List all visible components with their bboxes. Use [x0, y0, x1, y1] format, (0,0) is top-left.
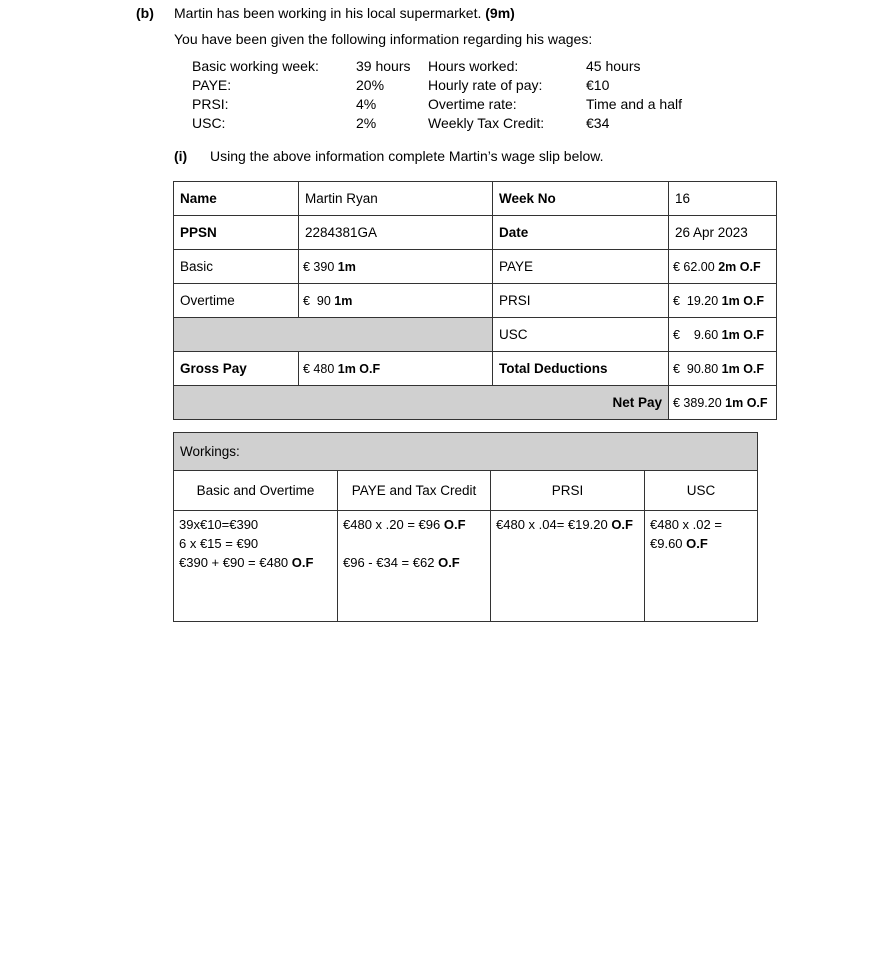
info-hourly-rate-label: Hourly rate of pay:: [428, 77, 543, 93]
net-cell[interactable]: [669, 386, 777, 420]
workings-col-paye: PAYE and Tax Credit: [338, 471, 491, 511]
workings-usc-line1: €480 x .02 =: [650, 517, 722, 532]
workings-basic-cell[interactable]: [174, 511, 338, 622]
workings-basic-line3: [179, 553, 334, 572]
week-value[interactable]: 16: [669, 182, 777, 216]
workings-prsi-line1: [496, 515, 641, 534]
workings-col-usc: USC: [645, 471, 758, 511]
ppsn-value[interactable]: 2284381GA: [299, 216, 493, 250]
date-value[interactable]: 26 Apr 2023: [669, 216, 777, 250]
gross-label: Gross Pay: [174, 352, 299, 386]
date-label: Date: [493, 216, 669, 250]
usc-mark: 1m O.F: [721, 327, 765, 342]
workings-paye-spacer: [343, 534, 487, 553]
workings-paye-cell[interactable]: [338, 511, 491, 622]
deductions-cell[interactable]: [669, 352, 777, 386]
prsi-cell[interactable]: [669, 284, 777, 318]
slip-row-basic: [174, 250, 777, 284]
overtime-label: Overtime: [174, 284, 299, 318]
workings-prsi-line1-mark: O.F: [611, 517, 633, 532]
workings-usc-cell[interactable]: [645, 511, 758, 622]
paye-value: € 62.00: [673, 259, 715, 274]
basic-cell[interactable]: [299, 250, 493, 284]
prsi-mark: 1m O.F: [721, 293, 765, 308]
prsi-label: PRSI: [493, 284, 669, 318]
question-marks: (9m): [485, 5, 515, 21]
workings-prsi-cell[interactable]: [491, 511, 645, 622]
workings-paye-line1-text: €480 x .20 = €96: [343, 517, 441, 532]
workings-paye-line3: [343, 553, 487, 572]
slip-row-totals: [174, 352, 777, 386]
workings-col-prsi: PRSI: [491, 471, 645, 511]
workings-usc-line2-text: €9.60: [650, 536, 683, 551]
workings-columns-row: [174, 471, 758, 511]
question-text: [174, 5, 515, 21]
workings-basic-line3-mark: O.F: [291, 555, 314, 570]
overtime-cell[interactable]: [299, 284, 493, 318]
deductions-mark: 1m O.F: [721, 361, 765, 376]
overtime-value: € 90: [303, 293, 331, 308]
info-tax-credit-value: €34: [586, 115, 610, 131]
slip-row-net: [174, 386, 777, 420]
workings-prsi-line1-text: €480 x .04= €19.20: [496, 517, 608, 532]
gross-value: € 480: [303, 361, 335, 376]
workings-basic-line2: 6 x €15 = €90: [179, 536, 259, 551]
info-usc-value: 2%: [356, 115, 377, 131]
paye-mark: 2m O.F: [718, 259, 761, 274]
usc-label: USC: [493, 318, 669, 352]
workings-body-row: [174, 511, 758, 622]
workings-paye-line1-mark: O.F: [443, 517, 466, 532]
gross-mark: 1m O.F: [337, 361, 381, 376]
wage-slip-table: [173, 181, 777, 420]
workings-paye-line1: [343, 515, 487, 534]
info-basic-week-label: Basic working week:: [192, 58, 319, 74]
workings-paye-line3-text: €96 - €34 = €62: [343, 555, 435, 570]
slip-row-overtime: [174, 284, 777, 318]
question-intro: You have been given the following information regarding his wages:: [174, 31, 593, 47]
workings-title: Workings:: [174, 433, 758, 471]
info-paye-value: 20%: [356, 77, 385, 93]
info-prsi-value: 4%: [356, 96, 377, 112]
basic-label: Basic: [174, 250, 299, 284]
sub-question-text: Using the above information complete Martin’s wage slip below.: [210, 148, 604, 164]
info-overtime-rate-label: Overtime rate:: [428, 96, 517, 112]
deductions-value: € 90.80: [673, 361, 719, 376]
info-tax-credit-label: Weekly Tax Credit:: [428, 115, 545, 131]
workings-paye-line3-mark: O.F: [438, 555, 460, 570]
paye-cell[interactable]: [669, 250, 777, 284]
workings-basic-line1: 39x€10=€390: [179, 517, 259, 532]
prsi-value: € 19.20: [673, 293, 719, 308]
info-hours-worked-value: 45 hours: [586, 58, 641, 74]
slip-row-name: [174, 182, 777, 216]
overtime-mark: 1m: [334, 293, 353, 308]
net-mark: 1m O.F: [725, 395, 768, 410]
slip-row-ppsn: [174, 216, 777, 250]
info-hours-worked-label: Hours worked:: [428, 58, 519, 74]
blank-grey-cell: [174, 318, 493, 352]
workings-col-basic: Basic and Overtime: [174, 471, 338, 511]
workings-usc-line2-mark: O.F: [686, 536, 708, 551]
basic-value: € 390: [303, 259, 335, 274]
gross-cell[interactable]: [299, 352, 493, 386]
info-usc-label: USC:: [192, 115, 226, 131]
question-label: (b): [136, 5, 154, 21]
info-paye-label: PAYE:: [192, 77, 232, 93]
workings-usc-line2: [650, 534, 754, 553]
name-label: Name: [174, 182, 299, 216]
usc-cell[interactable]: [669, 318, 777, 352]
info-hourly-rate-value: €10: [586, 77, 610, 93]
workings-basic-line3-text: €390 + €90 = €480: [179, 555, 289, 570]
basic-mark: 1m: [337, 259, 356, 274]
workings-header-row: [174, 433, 758, 471]
info-overtime-rate-value: Time and a half: [586, 96, 682, 112]
week-label: Week No: [493, 182, 669, 216]
info-basic-week-value: 39 hours: [356, 58, 411, 74]
net-value: € 389.20: [673, 395, 722, 410]
workings-table: [173, 432, 758, 622]
name-value[interactable]: Martin Ryan: [299, 182, 493, 216]
usc-value: € 9.60: [673, 327, 719, 342]
deductions-label: Total Deductions: [493, 352, 669, 386]
info-prsi-label: PRSI:: [192, 96, 229, 112]
ppsn-label: PPSN: [174, 216, 299, 250]
slip-row-usc: [174, 318, 777, 352]
sub-question-label: (i): [174, 148, 188, 164]
paye-label: PAYE: [493, 250, 669, 284]
question-body: Martin has been working in his local supermarket.: [174, 5, 482, 21]
net-label: Net Pay: [174, 386, 669, 420]
